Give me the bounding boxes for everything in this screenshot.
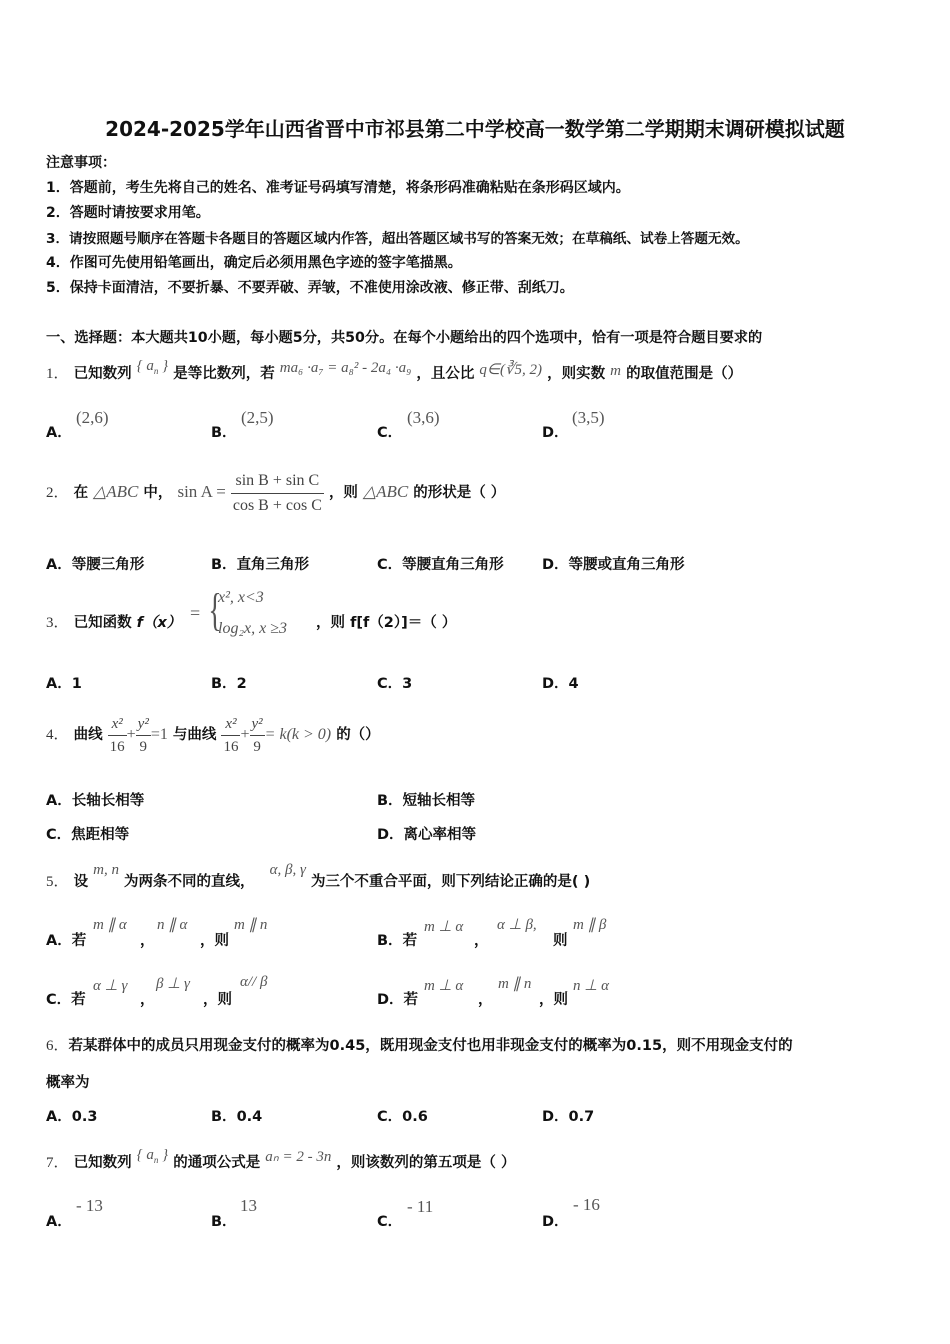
note-item: 5．保持卡面清洁，不要折暴、不要弄破、弄皱，不准使用涂改液、修正带、刮纸刀。 bbox=[46, 280, 574, 296]
option-d: D．0.7 bbox=[542, 1109, 595, 1125]
question-text: ，则实数 bbox=[547, 366, 606, 382]
math-lhs: sin A = bbox=[177, 482, 226, 501]
math-planes: α, β, γ bbox=[269, 862, 306, 878]
section-heading: 一、选择题：本大题共10小题，每小题5分，共50分。在每个小题给出的四个选项中，恰有一项是符合题目要求的 bbox=[46, 330, 763, 346]
comma: ， bbox=[478, 992, 493, 1008]
function-name: f（x） bbox=[136, 615, 182, 631]
question-number: 5． bbox=[46, 874, 69, 890]
option-d-then: ，则 bbox=[539, 992, 568, 1008]
option-c-cond-1: α ⊥ γ bbox=[93, 978, 128, 994]
question-number: 7． bbox=[46, 1155, 69, 1171]
note-item: 4．作图可先使用铅笔画出，确定后必须用黑色字迹的签字笔描黑。 bbox=[46, 255, 462, 271]
option-a-cond-2: n ∥ α bbox=[157, 917, 188, 933]
math-fraction bbox=[231, 469, 324, 518]
question-number: 6． bbox=[46, 1038, 69, 1054]
math-expression: ma₆ ·a₇ = a₈² - 2a₄ ·a₉ bbox=[279, 360, 412, 376]
option-a: A． bbox=[46, 1214, 72, 1230]
piecewise-brace: { bbox=[208, 584, 222, 635]
math-variable: m bbox=[610, 363, 622, 379]
question-text: 中， bbox=[143, 485, 173, 501]
math-fraction: $\frac{\text{y²}}{9}$ bbox=[136, 713, 151, 758]
note-item: 2．答题时请按要求用笔。 bbox=[46, 205, 210, 221]
question-text: 的（） bbox=[336, 727, 380, 743]
math-fraction: $\frac{\text{x²}}{16}$ bbox=[108, 713, 127, 758]
option-a-result: m ∥ n bbox=[234, 917, 268, 933]
sequence-notation: { $a_n$ } bbox=[136, 1147, 169, 1165]
option-b-result: m ∥ β bbox=[573, 917, 607, 933]
sequence-notation: { $a_n$ } bbox=[136, 358, 169, 376]
math-lines: m, n bbox=[93, 862, 119, 878]
question-number: 2． bbox=[46, 485, 69, 501]
question-4: 4． 曲线 $\frac{\text{x²}}{16}$ + $\frac{\text{y²}}{9}$ =1 与曲线 $\frac{\text{x²}}{16}$ + $\frac{\text{y²}}{9}$ = k(k > 0) 的（） bbox=[46, 704, 380, 766]
option-c: C．等腰直角三角形 bbox=[377, 557, 504, 573]
question-5 bbox=[46, 862, 591, 891]
piecewise-case-1: x², x<3 bbox=[218, 589, 264, 606]
option-d: D．4 bbox=[542, 676, 579, 692]
question-text: 已知数列 bbox=[73, 1155, 132, 1171]
option-c-result: α// β bbox=[240, 974, 268, 990]
question-text: 是等比数列，若 bbox=[173, 366, 275, 382]
option-a: A．若 bbox=[46, 933, 87, 949]
comma: ， bbox=[474, 933, 489, 949]
question-2 bbox=[46, 466, 505, 519]
option-b-cond-1: m ⊥ α bbox=[424, 919, 464, 935]
question-number: 3． bbox=[46, 615, 69, 631]
fraction-numerator: sin B + sin C bbox=[231, 469, 324, 494]
comma: ， bbox=[140, 933, 155, 949]
question-number: 1． bbox=[46, 366, 69, 382]
note-item: 1．答题前，考生先将自己的姓名、准考证号码填写清楚，将条形码准确粘贴在条形码区域内。 bbox=[46, 180, 630, 196]
question-number: 4． bbox=[46, 727, 69, 743]
option-b-value: 13 bbox=[240, 1196, 257, 1215]
option-d-value: (3,5) bbox=[572, 408, 605, 427]
question-text: ，则 bbox=[316, 615, 345, 631]
fraction-denominator: cos B + cos C bbox=[232, 496, 322, 514]
question-text: 的形状是（ ） bbox=[413, 485, 506, 501]
question-text: 的通项公式是 bbox=[173, 1155, 261, 1171]
option-b: B． bbox=[211, 425, 237, 441]
question-text: 设 bbox=[73, 874, 89, 890]
option-a-value: (2,6) bbox=[76, 408, 109, 427]
option-c: C． bbox=[377, 1214, 403, 1230]
question-text: 在 bbox=[73, 485, 89, 501]
option-a-then: ，则 bbox=[200, 933, 229, 949]
equals-sign: = bbox=[190, 603, 201, 623]
option-c: C．焦距相等 bbox=[46, 827, 130, 843]
triangle-label: △ABC bbox=[363, 482, 409, 501]
question-text: ，且公比 bbox=[416, 366, 475, 382]
page-title: 2024-2025学年山西省晋中市祁县第二中学校高一数学第二学期期末调研模拟试题 bbox=[105, 117, 845, 141]
option-a: A．等腰三角形 bbox=[46, 557, 145, 573]
question-text: 与曲线 bbox=[172, 727, 217, 743]
math-fraction: $\frac{\text{y²}}{9}$ bbox=[250, 713, 265, 758]
option-d-result: n ⊥ α bbox=[573, 978, 609, 994]
option-a-cond-1: m ∥ α bbox=[93, 917, 127, 933]
option-b: B．直角三角形 bbox=[211, 557, 310, 573]
option-d-value: - 16 bbox=[573, 1195, 600, 1214]
option-c-cond-2: β ⊥ γ bbox=[156, 976, 190, 992]
option-b-cond-2: α ⊥ β, bbox=[497, 917, 537, 933]
question-text: 的取值范围是（） bbox=[626, 366, 743, 382]
option-b: B． bbox=[211, 1214, 237, 1230]
question-text: 已知函数 bbox=[73, 615, 132, 631]
piecewise-case-2: log₂x, x ≥3 bbox=[218, 620, 287, 637]
option-d-cond-1: m ⊥ α bbox=[424, 978, 464, 994]
option-c-then: ，则 bbox=[203, 992, 232, 1008]
option-c: C．3 bbox=[377, 676, 413, 692]
question-text: 若某群体中的成员只用现金支付的概率为0.45，既用现金支付也用非现金支付的概率为0.15，则不用现金支付的 bbox=[68, 1038, 793, 1054]
note-item: 3．请按照题号顺序在答题卡各题目的答题区域内作答，超出答题区域书写的答案无效；在草稿纸、试卷上答题无效。 bbox=[46, 231, 749, 247]
option-b-then: 则 bbox=[553, 933, 568, 949]
question-6 bbox=[46, 1034, 793, 1055]
option-d-cond-2: m ∥ n bbox=[498, 976, 532, 992]
math-ratio-range: q∈(∛5, 2) bbox=[479, 362, 543, 378]
option-a: A．0.3 bbox=[46, 1109, 98, 1125]
option-a-value: - 13 bbox=[76, 1196, 103, 1215]
comma: ， bbox=[140, 992, 155, 1008]
option-b-value: (2,5) bbox=[241, 408, 274, 427]
option-b: B．2 bbox=[211, 676, 247, 692]
option-a: A．长轴长相等 bbox=[46, 793, 145, 809]
triangle-label: △ABC bbox=[93, 482, 139, 501]
option-d: D． bbox=[542, 425, 569, 441]
math-equals: =1 bbox=[150, 726, 168, 743]
option-d: D．若 bbox=[377, 992, 419, 1008]
option-c-value: - 11 bbox=[407, 1197, 434, 1216]
option-b: B．短轴长相等 bbox=[377, 793, 476, 809]
option-d: D．离心率相等 bbox=[377, 827, 477, 843]
math-fraction: $\frac{\text{x²}}{16}$ bbox=[221, 713, 240, 758]
option-c: C．若 bbox=[46, 992, 86, 1008]
option-a: A．1 bbox=[46, 676, 82, 692]
question-3 bbox=[46, 611, 181, 632]
option-c: C． bbox=[377, 425, 403, 441]
math-equals: = k(k > 0) bbox=[264, 726, 332, 743]
question-text: ，则该数列的第五项是（ ） bbox=[336, 1155, 516, 1171]
question-3-tail bbox=[316, 611, 456, 632]
option-b: B．若 bbox=[377, 933, 418, 949]
question-1 bbox=[46, 358, 743, 384]
question-text: ，则 bbox=[328, 485, 358, 501]
question-text: 曲线 bbox=[73, 727, 103, 743]
question-text: 已知数列 bbox=[73, 366, 132, 382]
option-c-value: (3,6) bbox=[407, 408, 440, 427]
option-d: D．等腰或直角三角形 bbox=[542, 557, 685, 573]
question-6-line-2: 概率为 bbox=[46, 1075, 90, 1091]
notes-heading: 注意事项： bbox=[46, 155, 116, 171]
question-7 bbox=[46, 1147, 516, 1173]
option-c: C．0.6 bbox=[377, 1109, 428, 1125]
question-text: f[f（2）]＝（ ） bbox=[350, 615, 457, 631]
option-b: B．0.4 bbox=[211, 1109, 263, 1125]
question-text: 为三个不重合平面，则下列结论正确的是( ) bbox=[310, 874, 591, 890]
question-text: 为两条不同的直线， bbox=[124, 874, 255, 890]
option-d: D． bbox=[542, 1214, 569, 1230]
option-a: A． bbox=[46, 425, 72, 441]
math-formula: aₙ = 2 - 3n bbox=[265, 1149, 332, 1165]
